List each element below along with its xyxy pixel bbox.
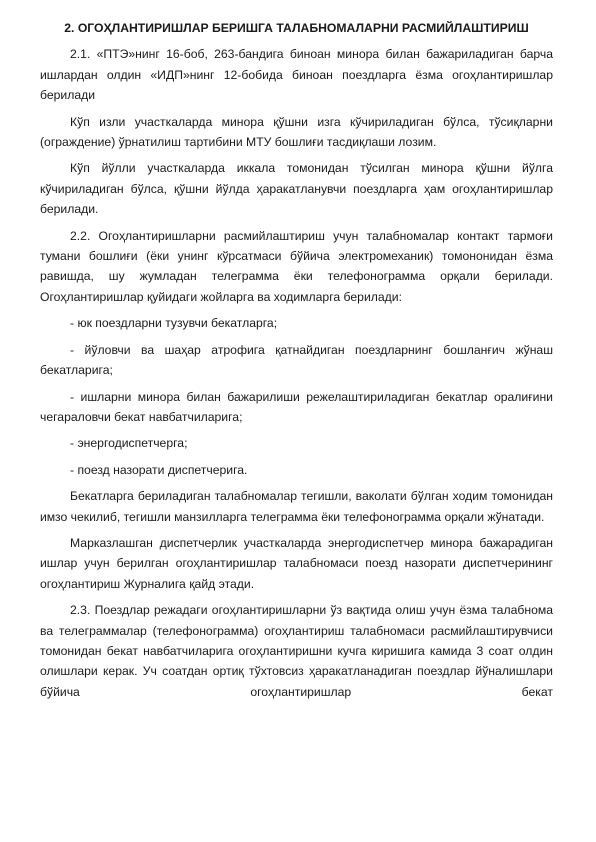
section-heading: 2. ОГОҲЛАНТИРИШЛАР БЕРИШГА ТАЛАБНОМАЛАРНИ РАСМИЙЛАШТИРИШ — [64, 21, 529, 35]
paragraph-multi-track: Кўп изли участкаларда минора қўшни изга кўчириладиган бўлса, тўсиқларни (ограждение) ўрнатилиш тартибини МТУ бошлиғи тасдиқлаши лозим. — [40, 114, 553, 150]
paragraph-centralized-dispatch: Марказлашган диспетчерлик участкаларда энергодиспетчер минора бажарадиган ишлар учун берилган огоҳлантиришлар талабномаси поезд назорати диспетчерининг огоҳлантириш Журналига қайд этади. — [40, 535, 553, 591]
paragraph-multi-line: Кўп йўлли участкаларда иккала томонидан тўсилган минора қўшни йўлга кўчириладиган бўлса, қўшни йўлда ҳаракатланувчи поездларга ҳам огоҳлантиришлар берилади. — [40, 161, 553, 217]
list-item-station-duty-officers: - ишларни минора билан бажарилиши режелаштириладиган бекатлар оралиғини чегараловчи бекат навбатчиларига; — [40, 389, 553, 424]
paragraph-2-1: 2.1. «ПТЭ»нинг 16-боб, 263-бандига биноан минора билан бажариладиган барча ишлардан олдин «ИДП»нинг 12-бобида биноан поездларга ёзма огоҳлантиришлар берилади — [40, 47, 553, 103]
list-item-passenger-stations: - йўловчи ва шаҳар атрофига қатнайдиган поездларнинг бошланғич жўнаш бекатларига; — [40, 342, 553, 378]
list-item-freight-stations: - юк поездларни тузувчи бекатларга; — [70, 316, 278, 331]
list-item-train-dispatcher: - поезд назорати диспетчерига. — [70, 462, 248, 477]
list-item-energy-dispatcher: - энергодиспетчерга; — [70, 436, 188, 451]
paragraph-2-3: 2.3. Поездлар режадаги огоҳлантиришларни ўз вақтида олиш учун ёзма талабнома ва телеграммалар (телефонограмма) огоҳлантириш талабномаси расмийлаштирувчиси томонидан бекат навбатчиларига огоҳлантиришни кучга киришига камида 3 соат олдин олишлари керак. Уч соатдан ортиқ тўхтовсиз ҳаракатланадиган поездлар йўналишлари бўйича огоҳлантиришлар бекат — [40, 603, 553, 699]
paragraph-2-2: 2.2. Огоҳлантиришларни расмийлаштириш учун талабномалар контакт тармоғи тумани бошлиғи (ёки унинг кўрсатмаси бўйича электромеханик) томононидан ёзма равишда, шу жумладан телеграмма ёки телефонограмма орқали берилади. Огоҳлантиришлар қуйидаги жойларга ва ходимларга берилади: — [40, 228, 553, 304]
document-page — [40, 18, 553, 708]
paragraph-station-requests: Бекатларга бериладиган талабномалар тегишли, ваколати бўлган ходим томонидан имзо чекилиб, тегишли манзилларга телеграмма ёки телефонограмма орқали жўнатади. — [40, 489, 553, 524]
